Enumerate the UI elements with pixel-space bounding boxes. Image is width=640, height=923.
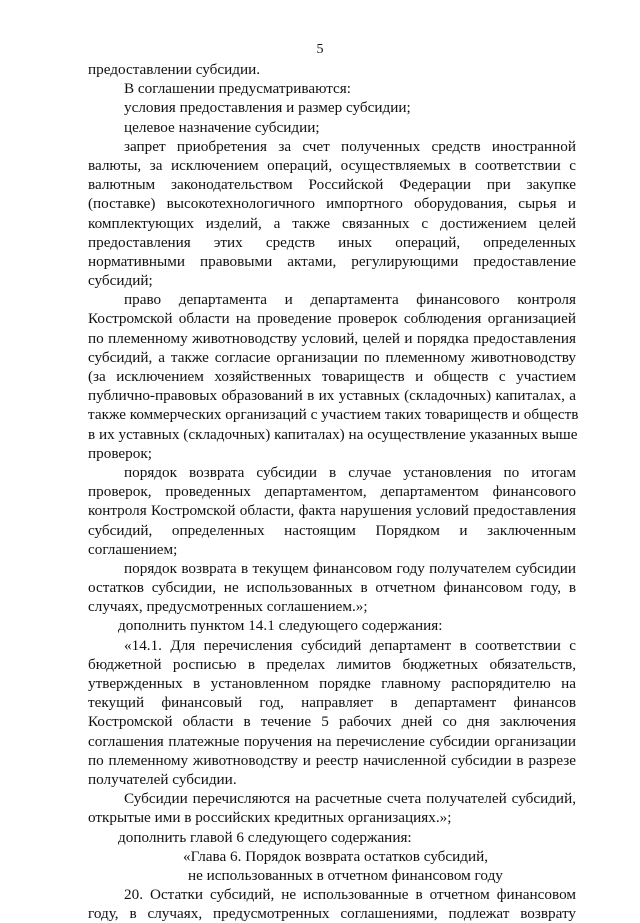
chapter-heading-line: «Глава 6. Порядок возврата остатков субсидий,: [183, 847, 489, 865]
text-line: «14.1. Для перечисления субсидий департамент в соответствии с: [124, 636, 576, 654]
text-line: дополнить главой 6 следующего содержания:: [118, 828, 412, 846]
text-line: Субсидии перечисляются на расчетные счета получателей субсидий,: [124, 790, 576, 808]
text-line: комплектующих изделий, а также связанных с достижением целей: [88, 214, 576, 232]
text-line: Костромской области на проведение проверок соблюдения организацией: [88, 310, 576, 328]
text-line: проверок;: [88, 444, 152, 462]
document-body: [88, 60, 579, 923]
text-line: (поставке) высокотехнологичного импортного оборудования, сырья и: [88, 195, 576, 213]
text-line: в их уставных (складочных) капиталах) на осуществление указанных выше: [88, 425, 578, 443]
text-line: соглашения платежные поручения на перечисление субсидии организации: [88, 732, 576, 750]
text-line: утвержденных в установленном порядке главному распорядителю на: [88, 675, 576, 692]
text-line: дополнить пунктом 14.1 следующего содержания:: [118, 617, 443, 635]
text-line: случаях, предусмотренных соглашением.»;: [88, 598, 368, 616]
text-line: субсидий;: [88, 272, 153, 290]
text-line: В соглашении предусматриваются:: [124, 80, 352, 98]
chapter-heading-line: не использованных в отчетном финансовом году: [188, 866, 503, 884]
text-line: субсидий, определенных настоящим Порядком и заключенным: [88, 521, 576, 539]
text-line: право департамента и департамента финансового контроля: [124, 291, 576, 309]
page-number: 5: [316, 42, 324, 57]
text-line: открытые ими в российских кредитных организациях.»;: [88, 809, 452, 827]
text-line: по племенному животноводству условий, целей и порядка предоставления: [88, 329, 576, 347]
text-line: также коммерческих организаций с участием таких товариществ и обществ: [88, 406, 579, 424]
text-line: контроля Костромской области, факта нарушения условий предоставления: [88, 502, 576, 520]
text-line: нормативными правовыми актами, регулирующими предоставление: [88, 252, 576, 270]
text-line: целевое назначение субсидии;: [124, 118, 320, 136]
text-line: получателей субсидии.: [88, 770, 237, 788]
text-line: проверок, проведенных департаментом, департаментом финансового: [88, 483, 576, 501]
text-line: субсидий, а также согласие организации по племенному животноводству: [88, 348, 576, 366]
text-line: публично-правовых образований в их уставных (складочных) капиталах, а: [88, 387, 576, 405]
text-line: по племенному животноводству и реестр начисленной субсидии в разрезе: [88, 751, 576, 769]
text-line: (за исключением хозяйственных товариществ и обществ с участием: [88, 368, 576, 385]
text-line: текущий финансовый год, направляет в департамент финансов: [88, 694, 576, 712]
text-line: бюджетной росписью в пределах лимитов бюджетных обязательств,: [88, 655, 576, 673]
text-line: предоставления этих средств иных операций, определенных: [88, 233, 576, 251]
text-line: запрет приобретения за счет полученных средств иностранной: [124, 137, 576, 155]
text-line: соглашением;: [88, 540, 178, 558]
text-line: предоставлении субсидии.: [88, 61, 261, 78]
text-line: Костромской области в течение 5 рабочих дней со дня заключения: [88, 713, 576, 731]
text-line: 20. Остатки субсидий, не использованные в отчетном финансовом: [124, 886, 576, 904]
text-line: валютным законодательством Российской Федерации при закупке: [88, 176, 576, 194]
text-line: году, в случаях, предусмотренных соглашениями, подлежат возврату: [88, 905, 576, 923]
text-line: порядок возврата субсидии в случае установления по итогам: [124, 463, 576, 481]
text-line: остатков субсидии, не использованных в отчетном финансовом году, в: [88, 579, 576, 597]
text-line: условия предоставления и размер субсидии;: [124, 99, 411, 117]
text-line: валюты, за исключением операций, осуществляемых в соответствии с: [88, 156, 576, 174]
text-line: порядок возврата в текущем финансовом году получателем субсидии: [124, 559, 576, 577]
